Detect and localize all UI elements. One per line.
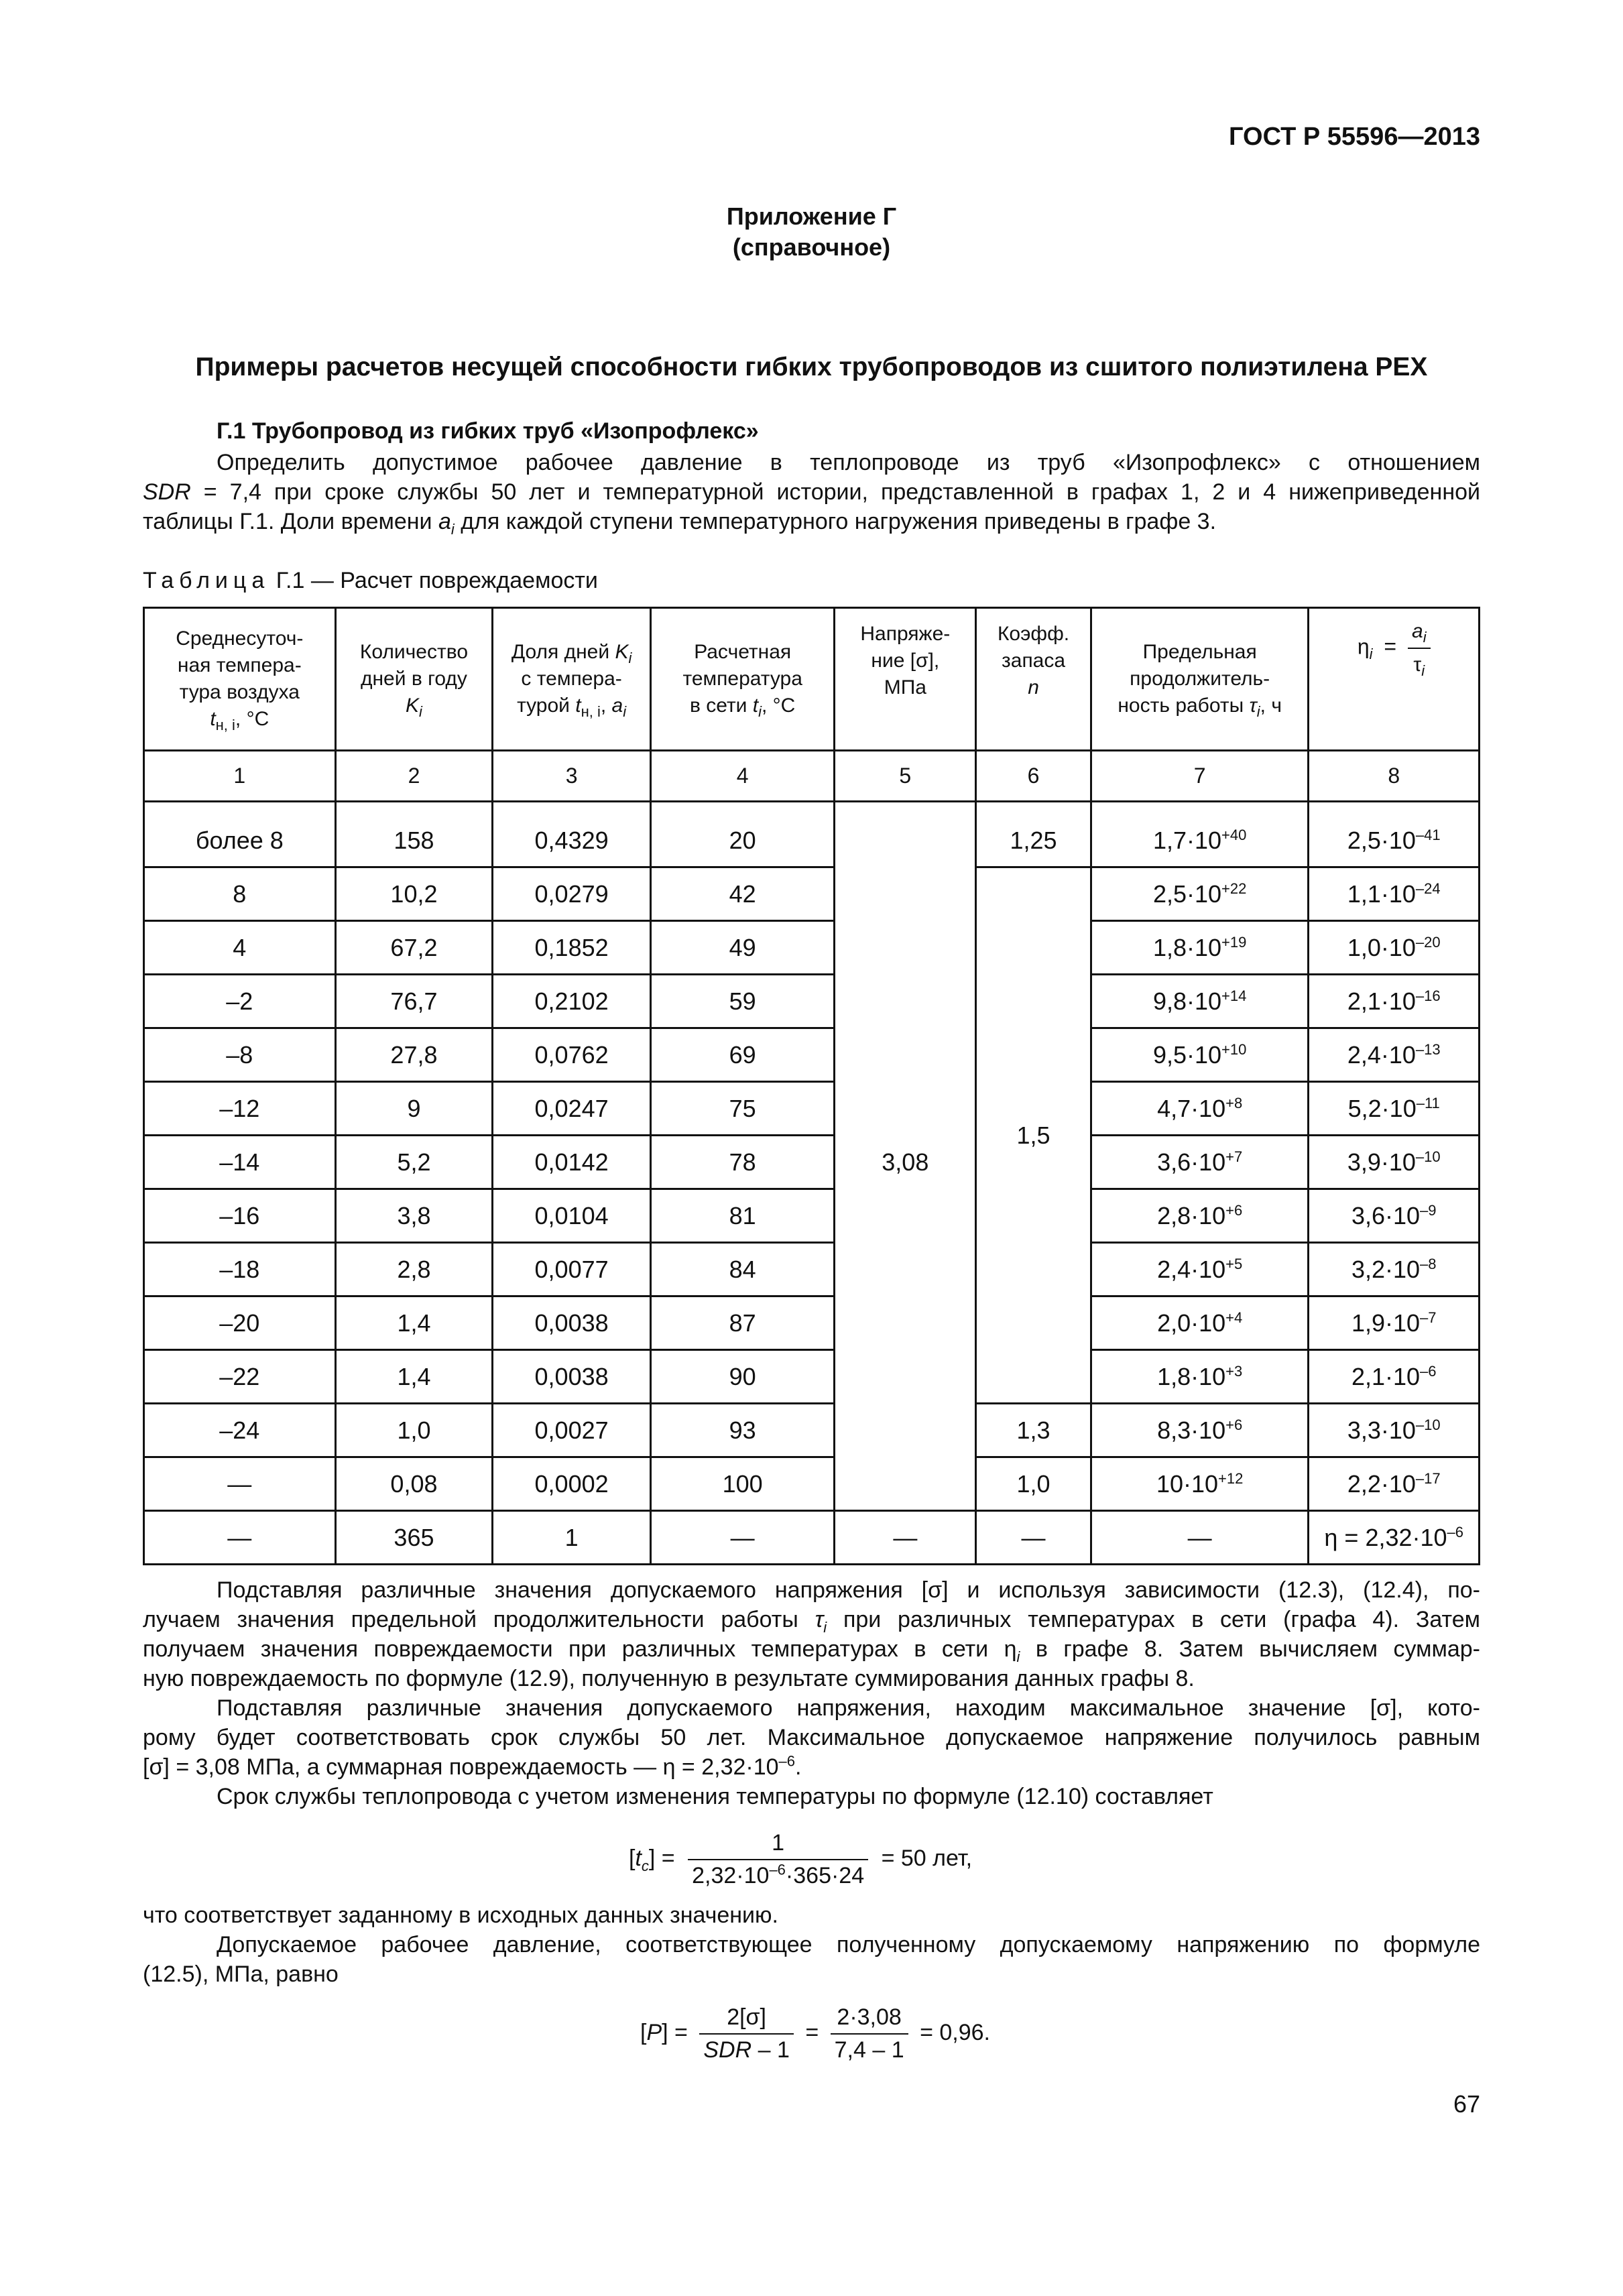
table-row — [144, 814, 1480, 867]
body-paragraph-3 — [143, 1782, 1480, 1811]
cell-share: 0,0002 — [493, 1457, 651, 1511]
intro-var-a: a — [438, 509, 451, 534]
cell-net-temp: 100 — [650, 1457, 835, 1511]
cell-share: 0,0038 — [493, 1350, 651, 1404]
cell-days: 67,2 — [335, 921, 493, 975]
cell-days: 10,2 — [335, 867, 493, 921]
cell-days: 1,4 — [335, 1296, 493, 1350]
cell-days: 27,8 — [335, 1028, 493, 1082]
table-row — [144, 1404, 1480, 1457]
section-heading: Г.1 Трубопровод из гибких труб «Изопрофлекс» — [217, 418, 759, 444]
cell-service-life: $8,3\cdot 10^{+6}$ — [1091, 1404, 1309, 1457]
cell-damage: $1,0\cdot 10^{-20}$ — [1309, 921, 1480, 975]
header-stress: Напряже- ние [σ], МПа — [835, 608, 976, 751]
intro-line-3-b: для каждой ступени температурного нагружения приведены в графе 3. — [454, 509, 1217, 534]
cell-service-life: $2,4\cdot 10^{+5}$ — [1091, 1243, 1309, 1296]
cell-days: 1,0 — [335, 1404, 493, 1457]
cell-days-total: 365 — [335, 1511, 493, 1565]
cell-damage: $1,1\cdot 10^{-24}$ — [1309, 867, 1480, 921]
table-row — [144, 1243, 1480, 1296]
table-row — [144, 867, 1480, 921]
cell-days: 2,8 — [335, 1243, 493, 1296]
cell-net-temp: 20 — [650, 814, 835, 867]
cell-damage: $2,1\cdot 10^{-16}$ — [1309, 975, 1480, 1028]
table-row — [144, 1082, 1480, 1136]
col-number: 3 — [493, 751, 651, 802]
cell-share: 0,0104 — [493, 1189, 651, 1243]
cell-damage: $2,5\cdot 10^{-41}$ — [1309, 814, 1480, 867]
header-network-temperature: Расчетная температура в сети $t_i$, °C — [650, 608, 835, 751]
cell-net-temp: 75 — [650, 1082, 835, 1136]
cell-share: 0,0762 — [493, 1028, 651, 1082]
body-p2-line-3: [σ] = 3,08 МПа, а суммарная повреждаемость — $\eta = 2,32\cdot 10^{-6}$. — [143, 1752, 802, 1780]
cell-stress-merged: 3,08 — [835, 814, 976, 1511]
appendix-kind: (справочное) — [732, 233, 891, 261]
table-row — [144, 975, 1480, 1028]
cell-net-temp: 84 — [650, 1243, 835, 1296]
cell-service-life: $1,8\cdot 10^{+19}$ — [1091, 921, 1309, 975]
table-row — [144, 1350, 1480, 1404]
cell-days: 76,7 — [335, 975, 493, 1028]
header-day-share: Доля дней $K_i$ с темпера- турой $t_{н, i}$, $a_i$ — [493, 608, 651, 751]
cell-air-temp: более 8 — [144, 814, 336, 867]
cell-net-temp: 90 — [650, 1350, 835, 1404]
cell-damage: $2,1\cdot 10^{-6}$ — [1309, 1350, 1480, 1404]
cell-service-life: — — [1091, 1511, 1309, 1565]
intro-line-3-a: таблицы Г.1. Доли времени — [143, 509, 438, 534]
cell-service-life: $1,8\cdot 10^{+3}$ — [1091, 1350, 1309, 1404]
cell-service-life: $2,5\cdot 10^{+22}$ — [1091, 867, 1309, 921]
cell-net-temp: 78 — [650, 1136, 835, 1189]
formula-service-life: $[t_c]$ = $\frac{1}{2,32\cdot 10^{-6}\cdot 365\cdot 24}$ = 50 лет, — [629, 1830, 973, 1888]
header-damage: $\eta_i$ = $\frac{a_i}{\tau_i}$ — [1309, 608, 1480, 751]
header-safety-factor: Коэфф. запаса n — [976, 608, 1091, 751]
col-number: 6 — [976, 751, 1091, 802]
header-air-temperature: Среднесуточ- ная темпера- тура воздуха $t_{н, i}$, °C — [144, 608, 336, 751]
cell-service-life: $2,0\cdot 10^{+4}$ — [1091, 1296, 1309, 1350]
table-row — [144, 921, 1480, 975]
table-caption — [143, 568, 598, 594]
body-p1-line-4: ную повреждаемость по формуле (12.9), полученную в результате суммирования данных графы 8. — [143, 1666, 1195, 1691]
body-p1-line-2: лучаем значения предельной продолжительности работы $\tau_i$ при различных температурах в сети (графа 4). Затем — [143, 1607, 1480, 1636]
cell-air-temp: –14 — [144, 1136, 336, 1189]
cell-service-life: $9,8\cdot 10^{+14}$ — [1091, 975, 1309, 1028]
cell-air-temp: –18 — [144, 1243, 336, 1296]
cell-service-life: $2,8\cdot 10^{+6}$ — [1091, 1189, 1309, 1243]
cell-air-temp: –24 — [144, 1404, 336, 1457]
cell-share-total: 1 — [493, 1511, 651, 1565]
cell-days: 158 — [335, 814, 493, 867]
cell-safety-factor: 1,25 — [976, 814, 1091, 867]
body-p1-line-1: Подставляя различные значения допускаемого напряжения [σ] и используя зависимости (12.3), (12.4), по- — [217, 1577, 1480, 1603]
damage-table — [143, 607, 1480, 1565]
cell-damage: $2,4\cdot 10^{-13}$ — [1309, 1028, 1480, 1082]
cell-share: 0,0247 — [493, 1082, 651, 1136]
table-row — [144, 1028, 1480, 1082]
body-p3-line: Срок службы теплопровода с учетом изменения температуры по формуле (12.10) составляет — [217, 1784, 1213, 1809]
cell-service-life: $9,5\cdot 10^{+10}$ — [1091, 1028, 1309, 1082]
table-row — [144, 1296, 1480, 1350]
column-number-row — [144, 751, 1480, 802]
cell-air-temp: 8 — [144, 867, 336, 921]
body-paragraph-2 — [143, 1693, 1480, 1782]
standard-number: ГОСТ Р 55596—2013 — [1229, 123, 1480, 151]
cell-days: 0,08 — [335, 1457, 493, 1511]
cell-days: 5,2 — [335, 1136, 493, 1189]
separator-row — [144, 802, 1480, 815]
intro-var-sub: i — [450, 520, 455, 538]
header-service-life: Предельная продолжитель- ность работы $\tau_i$, ч — [1091, 608, 1309, 751]
intro-line-1: Определить допустимое рабочее давление в теплопроводе из труб «Изопрофлекс» с отношением — [217, 450, 1480, 475]
cell-net-temp: 69 — [650, 1028, 835, 1082]
cell-damage: $1,9\cdot 10^{-7}$ — [1309, 1296, 1480, 1350]
intro-line-2-text: = 7,4 при сроке службы 50 лет и температурной истории, представленной в графах 1, 2 и 4 нижеприведенной — [190, 479, 1480, 505]
table-caption-label: Таблица — [143, 568, 270, 593]
col-number: 1 — [144, 751, 336, 802]
cell-days: 1,4 — [335, 1350, 493, 1404]
cell-service-life: $3,6\cdot 10^{+7}$ — [1091, 1136, 1309, 1189]
cell-damage: $3,6\cdot 10^{-9}$ — [1309, 1189, 1480, 1243]
table-row — [144, 1136, 1480, 1189]
cell-net-temp: — — [650, 1511, 835, 1565]
body-paragraph-1 — [143, 1575, 1480, 1693]
cell-stress: — — [835, 1511, 976, 1565]
cell-safety-factor-merged: 1,5 — [976, 867, 1091, 1404]
col-number: 2 — [335, 751, 493, 802]
cell-share: 0,2102 — [493, 975, 651, 1028]
col-number: 7 — [1091, 751, 1309, 802]
formula2-denominator-1: SDR – 1 — [703, 2037, 790, 2063]
cell-net-temp: 87 — [650, 1296, 835, 1350]
formula1-numerator: 1 — [688, 1830, 868, 1860]
body-p2-line-1: Подставляя различные значения допускаемого напряжения, находим максимальное значение [σ], кото- — [217, 1695, 1480, 1721]
body-p1-line-3: получаем значения повреждаемости при различных температурах в сети $\eta_i$ в графе 8. Затем вычисляем суммар- — [143, 1636, 1480, 1665]
table-total-row — [144, 1511, 1480, 1565]
cell-air-temp: –20 — [144, 1296, 336, 1350]
cell-safety-factor: 1,3 — [976, 1404, 1091, 1457]
body-p4-line: что соответствует заданному в исходных данных значению. — [143, 1902, 778, 1928]
col-number: 4 — [650, 751, 835, 802]
cell-share: 0,0077 — [493, 1243, 651, 1296]
cell-share: 0,0038 — [493, 1296, 651, 1350]
cell-air-temp: –2 — [144, 975, 336, 1028]
formula-pressure: [P] = $\frac{2[\sigma]}{\text{SDR – 1}}$ = $\frac{2\cdot 3,08}{7,4 - 1}$ = 0,96. — [640, 2004, 990, 2063]
sdr-symbol: SDR — [143, 479, 191, 505]
cell-service-life: $4,7\cdot 10^{+8}$ — [1091, 1082, 1309, 1136]
cell-damage: $2,2\cdot 10^{-17}$ — [1309, 1457, 1480, 1511]
table-caption-text: Г.1 — Расчет повреждаемости — [269, 568, 598, 593]
header-days-per-year: Количество дней в году $K_i$ — [335, 608, 493, 751]
cell-air-temp: –12 — [144, 1082, 336, 1136]
cell-days: 3,8 — [335, 1189, 493, 1243]
table-row — [144, 1457, 1480, 1511]
formula1-denominator: $2,32\cdot 10^{-6}\cdot 365\cdot 24$ — [692, 1861, 865, 1888]
cell-share: 0,1852 — [493, 921, 651, 975]
cell-air-temp: — — [144, 1457, 336, 1511]
cell-share: 0,4329 — [493, 814, 651, 867]
body-paragraph-5 — [143, 1930, 1480, 1989]
cell-damage-total: $\eta = 2,32\cdot 10^{-6}$ — [1309, 1511, 1480, 1565]
table-row — [144, 1189, 1480, 1243]
cell-air-temp: 4 — [144, 921, 336, 975]
cell-air-temp: –22 — [144, 1350, 336, 1404]
cell-net-temp: 81 — [650, 1189, 835, 1243]
body-p5-line-2: (12.5), МПа, равно — [143, 1961, 339, 1987]
body-paragraph-4 — [143, 1900, 1480, 1930]
document-title: Примеры расчетов несущей способности гибких трубопроводов из сшитого полиэтилена PEX — [195, 353, 1428, 381]
appendix-title: Приложение Г — [726, 202, 897, 230]
body-p5-line-1: Допускаемое рабочее давление, соответствующее полученному допускаемому напряжению по формуле — [217, 1932, 1480, 1957]
cell-air-temp: — — [144, 1511, 336, 1565]
intro-line-2 — [143, 477, 1480, 507]
cell-net-temp: 93 — [650, 1404, 835, 1457]
cell-net-temp: 59 — [650, 975, 835, 1028]
intro-paragraph — [143, 448, 1480, 536]
table-header-row — [144, 608, 1480, 751]
cell-damage: $3,2\cdot 10^{-8}$ — [1309, 1243, 1480, 1296]
cell-damage: $3,9\cdot 10^{-10}$ — [1309, 1136, 1480, 1189]
cell-share: 0,0142 — [493, 1136, 651, 1189]
cell-air-temp: –16 — [144, 1189, 336, 1243]
intro-line-3 — [143, 507, 1480, 536]
col-number: 5 — [835, 751, 976, 802]
col-number: 8 — [1309, 751, 1480, 802]
cell-safety-factor: 1,0 — [976, 1457, 1091, 1511]
cell-service-life: $1,7\cdot 10^{+40}$ — [1091, 814, 1309, 867]
cell-days: 9 — [335, 1082, 493, 1136]
cell-net-temp: 42 — [650, 867, 835, 921]
formula2-denominator-2: 7,4 – 1 — [834, 2037, 904, 2063]
formula2-numerator-1: 2[σ] — [699, 2004, 794, 2035]
formula2-numerator-2: 2·3,08 — [831, 2004, 908, 2035]
body-p2-line-2: рому будет соответствовать срок службы 50 лет. Максимальное допускаемое напряжение получилось равным — [143, 1725, 1480, 1750]
cell-net-temp: 49 — [650, 921, 835, 975]
cell-air-temp: –8 — [144, 1028, 336, 1082]
cell-share: 0,0279 — [493, 867, 651, 921]
page-number: 67 — [1453, 2090, 1480, 2118]
cell-share: 0,0027 — [493, 1404, 651, 1457]
cell-service-life: $10\cdot 10^{+12}$ — [1091, 1457, 1309, 1511]
cell-safety-factor: — — [976, 1511, 1091, 1565]
cell-damage: $3,3\cdot 10^{-10}$ — [1309, 1404, 1480, 1457]
cell-damage: $5,2\cdot 10^{-11}$ — [1309, 1082, 1480, 1136]
